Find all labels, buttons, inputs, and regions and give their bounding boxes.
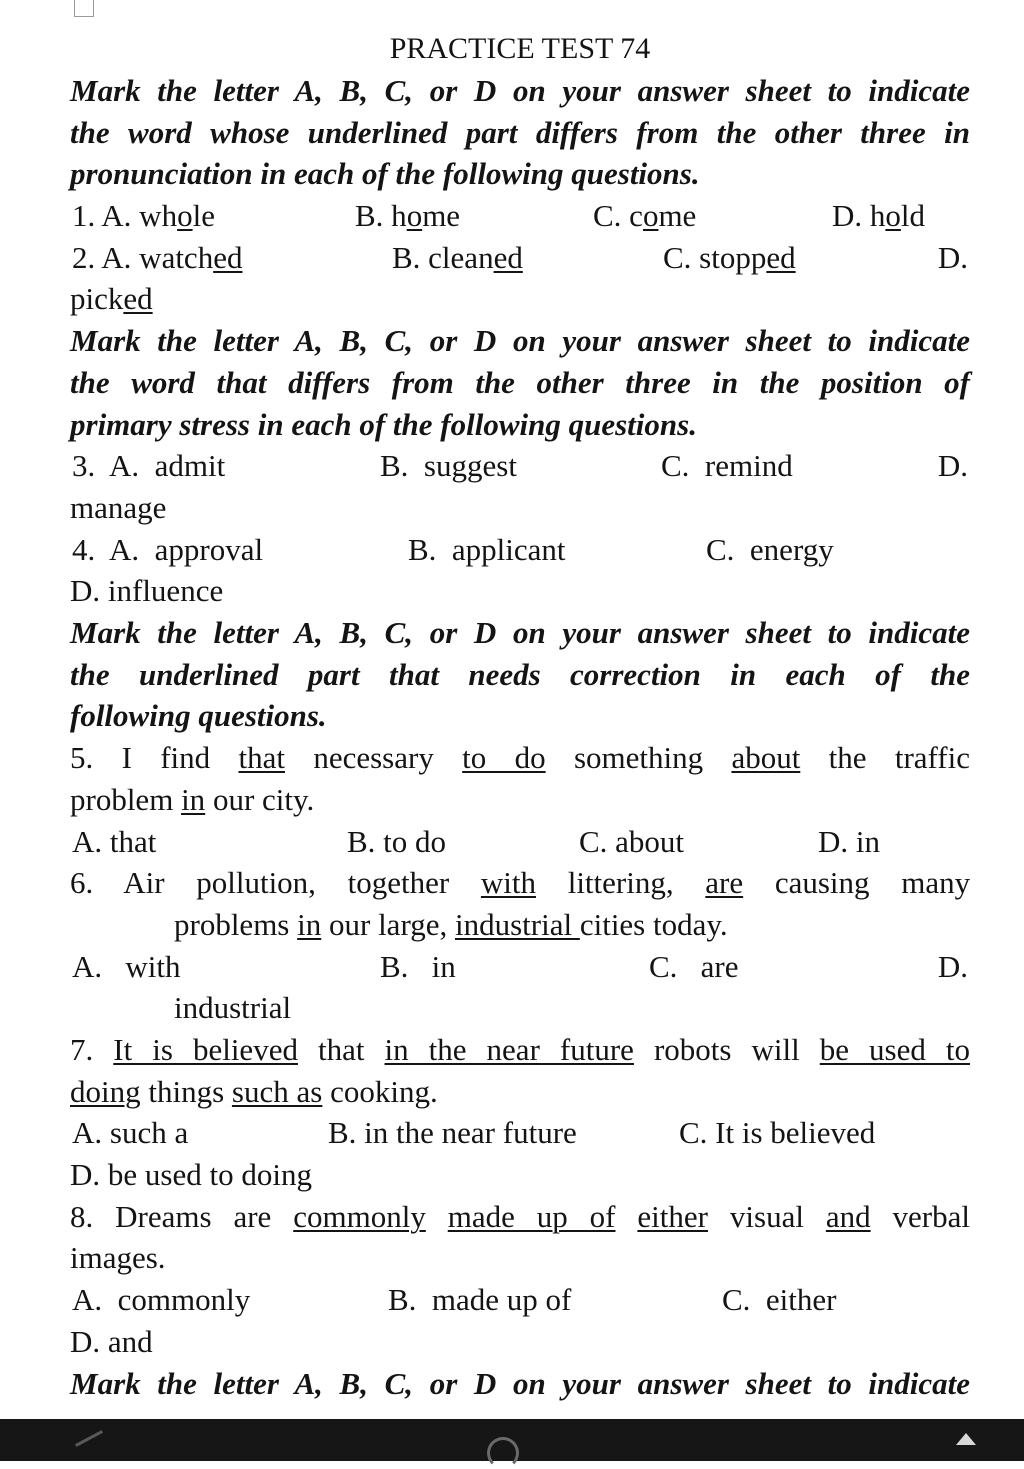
question-4-options [70,529,970,571]
instruction-line: the underlined part that needs correction in each of the [70,656,970,692]
question-2-options [70,237,970,279]
option-3c: C. remind [661,448,793,484]
instruction-line: Mark the letter A, B, C, or D on your answer sheet to indicate [70,1365,970,1401]
option-8d: D. and [70,1323,153,1359]
instruction-stress [70,320,970,445]
option-7b: B. in the near future [328,1115,577,1151]
instruction-line: the word whose underlined part differs from the other three in [70,114,970,150]
question-3-options [70,445,970,487]
option-3d-label: D. [937,448,968,484]
question-8-stem: 8. Dreams are commonly made up of either visual and verbal [70,1198,970,1234]
question-6-stem-line2: problems in our large, industrial cities today. [174,906,728,942]
option-1b: B. home [355,198,461,234]
option-1c: C. come [593,198,697,234]
back-icon[interactable] [75,1430,103,1447]
instruction-pronunciation [70,70,970,195]
option-7a: A. such a [72,1115,189,1151]
question-8-options [70,1279,970,1321]
question-6-stem: 6. Air pollution, together with littering, are causing many [70,865,971,901]
question-6-options [70,946,970,988]
system-nav-bar [0,1419,1024,1461]
option-5a: A. that [72,823,157,859]
option-4c: C. energy [706,531,834,567]
option-4a: 4. A. approval [72,531,264,567]
option-1d: D. hold [832,198,926,234]
option-8a: A. commonly [72,1282,251,1318]
question-5-options [70,821,970,863]
instruction-line: the word that differs from the other three in the position of [70,364,970,400]
option-6d-label: D. [937,948,968,984]
option-5c: C. about [579,823,685,859]
option-3b: B. suggest [380,448,517,484]
option-7c: C. It is believed [679,1115,876,1151]
option-3d: manage [70,489,167,525]
option-2b: B. cleaned [392,239,523,275]
worksheet [70,28,970,1404]
instruction-line: Mark the letter A, B, C, or D on your answer sheet to indicate [70,73,970,108]
instruction-line: Mark the letter A, B, C, or D on your answer sheet to indicate [70,323,970,359]
instruction-line: primary stress in each of the following questions. [70,406,697,442]
instruction-next [70,1363,970,1405]
option-2a: 2. A. watched [72,239,243,275]
option-8b: B. made up of [388,1282,572,1318]
question-1-options [70,195,970,237]
instruction-line: Mark the letter A, B, C, or D on your answer sheet to indicate [70,615,970,651]
option-3a: 3. A. admit [72,448,226,484]
option-2d-label: D. [937,239,968,275]
option-1a: 1. A. whole [72,198,215,234]
instruction-line: pronunciation in each of the following questions. [70,156,700,192]
instruction-line: following questions. [70,698,327,734]
option-8c: C. either [722,1282,837,1318]
question-7-options [70,1112,970,1154]
home-icon[interactable] [487,1437,519,1469]
option-4d: D. influence [70,573,224,609]
option-7d: D. be used to doing [70,1157,312,1193]
checkbox-icon [74,0,94,17]
question-7-stem: 7. It is believed that in the near future robots will be used to [70,1031,971,1067]
option-6b: B. in [380,948,456,984]
question-7-stem-line2: doing things such as cooking. [70,1073,438,1109]
option-2c: C. stopped [663,239,796,275]
option-2d: picked [70,281,153,317]
question-8-stem-line2: images. [70,1240,166,1276]
option-4b: B. applicant [408,531,566,567]
up-arrow-icon[interactable] [956,1433,976,1445]
option-5b: B. to do [347,823,447,859]
question-5-stem: 5. I find that necessary to do something about the traffic [70,740,970,776]
instruction-correction [70,612,970,737]
option-6d: industrial [174,990,292,1026]
option-6a: A. with [72,948,181,984]
page-title: PRACTICE TEST 74 [389,32,651,65]
option-6c: C. are [649,948,739,984]
option-5d: D. in [818,823,880,859]
question-5-stem-line2: problem in our city. [70,781,315,817]
